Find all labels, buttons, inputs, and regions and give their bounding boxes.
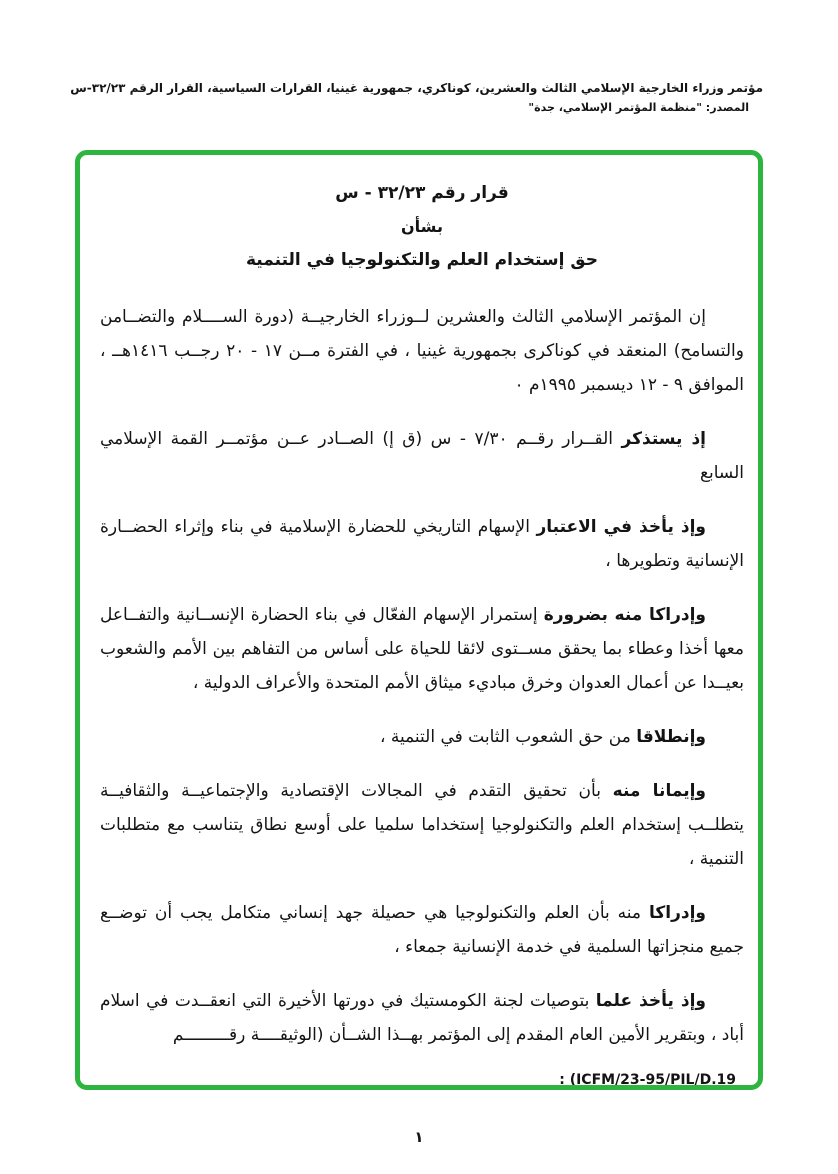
paragraph-preamble bbox=[100, 300, 744, 402]
paragraph-lead: وإنطلاقا bbox=[636, 727, 706, 747]
source-header-line-2: المصدر: "منظمة المؤتمر الإسلامي، جدة" bbox=[528, 100, 749, 114]
paragraph-taking-into-account bbox=[100, 510, 744, 578]
paragraph-text: بأن تحقيق التقدم في المجالات الإقتصادية والإجتماعيــة والثقافيــة يتطلــب إستخدام العلم والتكنولوجيا إستخداما سلميا على أوسع نطاق يتناسب مع متطلبات التنمية ، bbox=[100, 781, 744, 869]
resolution-subject-title: حق إستخدام العلم والتكنولوجيا في التنمية bbox=[246, 250, 598, 270]
paragraph-taking-note bbox=[100, 984, 744, 1052]
paragraph-recalling bbox=[100, 422, 744, 490]
paragraph-text: الإسهام التاريخي للحضارة الإسلامية في بناء وإثراء الحضــارة الإنسانية وتطويرها ، bbox=[100, 517, 744, 571]
paragraph-proceeding-from bbox=[100, 720, 744, 754]
page-number: ١ bbox=[414, 1128, 424, 1146]
source-header-line-1: مؤتمر وزراء الخارجية الإسلامي الثالث والعشرين، كوناكري، جمهورية غينيا، القرارات السياسية، القرار الرقم ٣٢/٢٣-س bbox=[70, 81, 763, 95]
paragraph-aware bbox=[100, 896, 744, 964]
paragraph-lead: إذ يستذكر bbox=[621, 429, 707, 449]
paragraph-text: القــرار رقــم ٧/٣٠ - س (ق إ) الصــادر عــن مؤتمــر القمة الإسلامي السابع bbox=[100, 429, 744, 483]
document-reference-code: : (ICFM/23-95/PIL/D.19 bbox=[559, 1072, 736, 1088]
paragraph-aware-of-necessity bbox=[100, 598, 744, 700]
resolution-green-frame bbox=[75, 150, 763, 1090]
paragraph-text: بتوصيات لجنة الكومستيك في دورتها الأخيرة التي انعقــدت في اسلام أباد ، وبتقرير الأمين العام المقدم إلى المؤتمر بهــذا الشــأن (الوثيقــــة رقـــــــــم bbox=[100, 991, 744, 1045]
paragraph-lead: وإذ يأخذ علما bbox=[595, 991, 706, 1011]
paragraph-lead: وإيمانا منه bbox=[612, 781, 706, 801]
paragraph-lead: وإدراكا bbox=[648, 903, 706, 923]
paragraph-text: منه بأن العلم والتكنولوجيا هي حصيلة جهد إنساني متكامل يجب أن توضــع جميع منجزاتها السلمية في خدمة الإنسانية جمعاء ، bbox=[100, 903, 744, 957]
paragraph-believing bbox=[100, 774, 744, 876]
paragraph-lead: وإدراكا منه بضرورة bbox=[543, 605, 706, 625]
resolution-about-label: بشأن bbox=[401, 217, 443, 236]
source-header bbox=[70, 80, 763, 114]
paragraph-text: إن المؤتمر الإسلامي الثالث والعشرين لــوزراء الخارجيــة (دورة الســــلام والتضــامن والتسامح) المنعقد في كوناكرى بجمهورية غينيا ، في الفترة مــن ١٧ - ٢٠ رجــب ١٤١٦هــ ، الموافق ٩ - ١٢ ديسمبر ١٩٩٥م ٠ bbox=[100, 307, 744, 395]
paragraph-lead: وإذ يأخذ في الاعتبار bbox=[536, 517, 706, 537]
resolution-number-title: قرار رقم ٣٢/٢٣ - س bbox=[335, 183, 509, 203]
resolution-body bbox=[100, 300, 744, 1088]
paragraph-text: من حق الشعوب الثابت في التنمية ، bbox=[379, 727, 637, 747]
resolution-title-block bbox=[100, 183, 744, 270]
paragraph-text: إستمرار الإسهام الفعّال في بناء الحضارة الإنســانية والتفــاعل معها أخذا وعطاء بما يحقق مســتوى لائقا للحياة على أساس من التفاهم بين الأمم والشعوب بعيــدا عن أعمال العدوان وخرق مباديء ميثاق الأمم المتحدة والأعراف الدولية ، bbox=[100, 605, 744, 693]
